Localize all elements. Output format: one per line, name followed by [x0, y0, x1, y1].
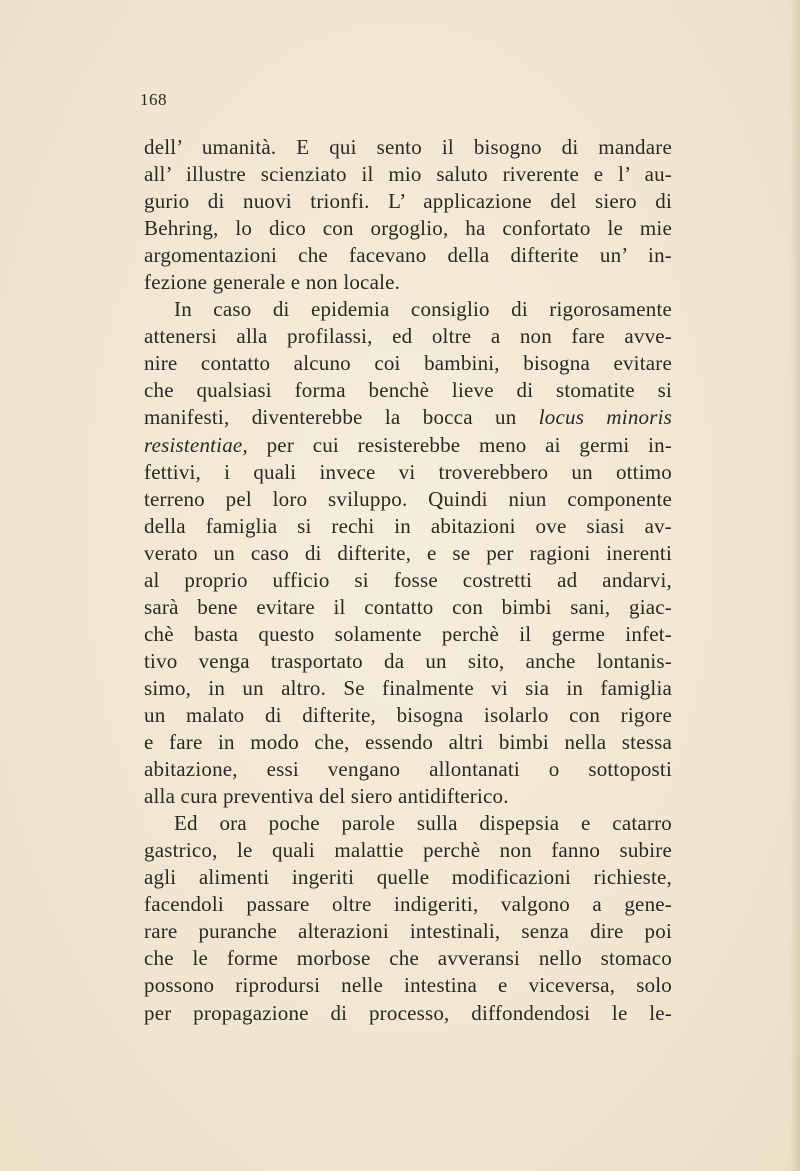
text-line: argomentazioni che facevano della difterite un’ in-	[144, 243, 672, 268]
paragraph-start-line: Ed ora poche parole sulla dispepsia e catarro	[174, 811, 672, 836]
text-line: all’ illustre scienziato il mio saluto riverente e l’ au-	[144, 162, 672, 187]
text-run: manifesti, diventerebbe la bocca un	[144, 405, 539, 430]
text-line: gurio di nuovi trionfi. L’ applicazione del siero di	[144, 189, 672, 214]
text-line: Behring, lo dico con orgoglio, ha confortato le mie	[144, 216, 672, 241]
text-line: verato un caso di difterite, e se per ragioni inerenti	[144, 540, 672, 565]
body-text	[144, 134, 672, 1027]
page-edge-shadow	[790, 0, 800, 1171]
text-line: possono riprodursi nelle intestina e viceversa, solo	[144, 973, 672, 998]
text-line: nire contatto alcuno coi bambini, bisogna evitare	[144, 351, 672, 376]
text-line: facendoli passare oltre indigeriti, valgono a gene-	[144, 892, 672, 917]
text-line: un malato di difterite, bisogna isolarlo con rigore	[144, 702, 672, 727]
text-line: chè basta questo solamente perchè il germe infet-	[144, 621, 672, 646]
text-line: per propagazione di processo, diffondendosi le le-	[144, 1000, 672, 1025]
text-line: gastrico, le quali malattie perchè non fanno subire	[144, 838, 672, 863]
paragraph-end-line: fezione generale e non locale.	[144, 270, 401, 295]
text-line: tivo venga trasportato da un sito, anche lontanis-	[144, 648, 672, 673]
page-number: 168	[140, 90, 167, 109]
italic-phrase: resistentiae	[144, 432, 243, 457]
text-line: terreno pel loro sviluppo. Quindi niun componente	[144, 486, 672, 511]
text-line: che le forme morbose che avveransi nello stomaco	[144, 946, 672, 971]
text-line: della famiglia si rechi in abitazioni ove siasi av-	[144, 513, 672, 538]
text-line: che qualsiasi forma benchè lieve di stomatite si	[144, 378, 672, 403]
text-line: dell’ umanità. E qui sento il bisogno di mandare	[144, 135, 672, 159]
text-line: agli alimenti ingeriti quelle modificazioni richieste,	[144, 865, 672, 890]
paragraph-start-line: In caso di epidemia consiglio di rigorosamente	[174, 297, 672, 322]
text-line: abitazione, essi vengano allontanati o sottoposti	[144, 757, 672, 782]
text-run: , per cui resisterebbe meno ai germi in-	[242, 432, 672, 457]
text-line: sarà bene evitare il contatto con bimbi sani, giac-	[144, 594, 672, 619]
text-line: fettivi, i quali invece vi troverebbero un ottimo	[144, 459, 672, 484]
italic-phrase: locus minoris	[538, 405, 672, 430]
text-line: attenersi alla profilassi, ed oltre a non fare avve-	[144, 324, 672, 349]
paragraph-end-line: alla cura preventiva del siero antidifterico.	[144, 784, 509, 809]
text-line: e fare in modo che, essendo altri bimbi nella stessa	[144, 730, 672, 755]
text-line: al proprio ufficio si fosse costretti ad andarvi,	[144, 567, 672, 592]
text-line: rare puranche alterazioni intestinali, senza dire poi	[144, 919, 672, 944]
text-line	[144, 432, 672, 459]
text-line: simo, in un altro. Se finalmente vi sia in famiglia	[144, 675, 672, 700]
text-line	[144, 404, 672, 431]
